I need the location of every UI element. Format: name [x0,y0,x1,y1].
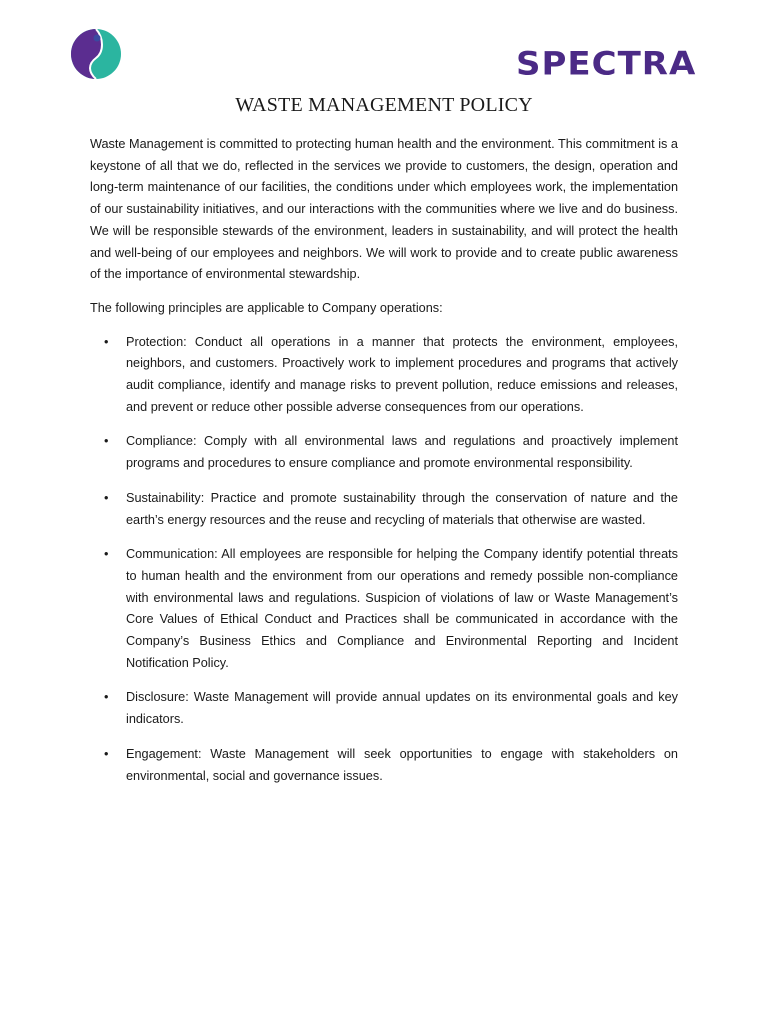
principle-text: Protection: Conduct all operations in a manner that protects the environment, employees, neighbors, and customers. Proactively work to implement procedures and programs that actively audit compliance, identify and manage risks to prevent pollution, reduce emissions and releases, and prevent or reduce other possible adverse consequences from our operations. [126,334,678,414]
page-title: WASTE MANAGEMENT POLICY [235,94,533,116]
principles-intro: The following principles are applicable to Company operations: [90,300,443,315]
list-item [90,744,678,787]
bullet-icon: • [104,434,109,449]
principles-list [90,332,678,788]
bullet-icon: • [104,746,109,761]
document-body [90,134,678,800]
bullet-icon: • [104,334,109,349]
principle-text: Compliance: Comply with all environmental laws and regulations and proactively implement programs and procedures to ensure compliance and promote environmental responsibility. [126,434,678,471]
bullet-icon: • [104,547,109,562]
intro-paragraph: Waste Management is committed to protecting human health and the environment. This commitment is a keystone of all that we do, reflected in the services we provide to customers, the design, operation and long-term maintenance of our facilities, the conditions under which employees work, the implementation of our sustainability initiatives, and our interactions with the communities where we live and do business. We will be responsible stewards of the environment, leaders in sustainability, and will protect the health and well-being of our employees and neighbors. We will work to provide and to create public awareness of the importance of environmental stewardship. [90,137,678,282]
principle-text: Disclosure: Waste Management will provide annual updates on its environmental goals and key indicators. [126,690,678,727]
principle-text: Engagement: Waste Management will seek opportunities to engage with stakeholders on environmental, social and governance issues. [126,746,678,783]
bullet-icon: • [104,690,109,705]
company-emblem-logo [70,28,122,80]
list-item [90,544,678,674]
list-item [90,332,678,419]
principle-text: Communication: All employees are responsible for helping the Company identify potential threats to human health and the environment from our operations and remedy possible non-compliance with environmental laws and regulations. Suspicion of violations of law or Waste Management’s Core Values of Ethical Conduct and Practices shall be communicated in accordance with the Company’s Business Ethics and Compliance and Environmental Reporting and Incident Notification Policy. [126,547,678,670]
bullet-icon: • [104,490,109,505]
list-item [90,431,678,474]
list-item [90,488,678,531]
spectra-logo: SPECTRA [516,45,697,83]
list-item [90,687,678,730]
principle-text: Sustainability: Practice and promote sustainability through the conservation of nature and the earth’s energy resources and the reuse and recycling of materials that otherwise are wasted. [126,490,678,527]
